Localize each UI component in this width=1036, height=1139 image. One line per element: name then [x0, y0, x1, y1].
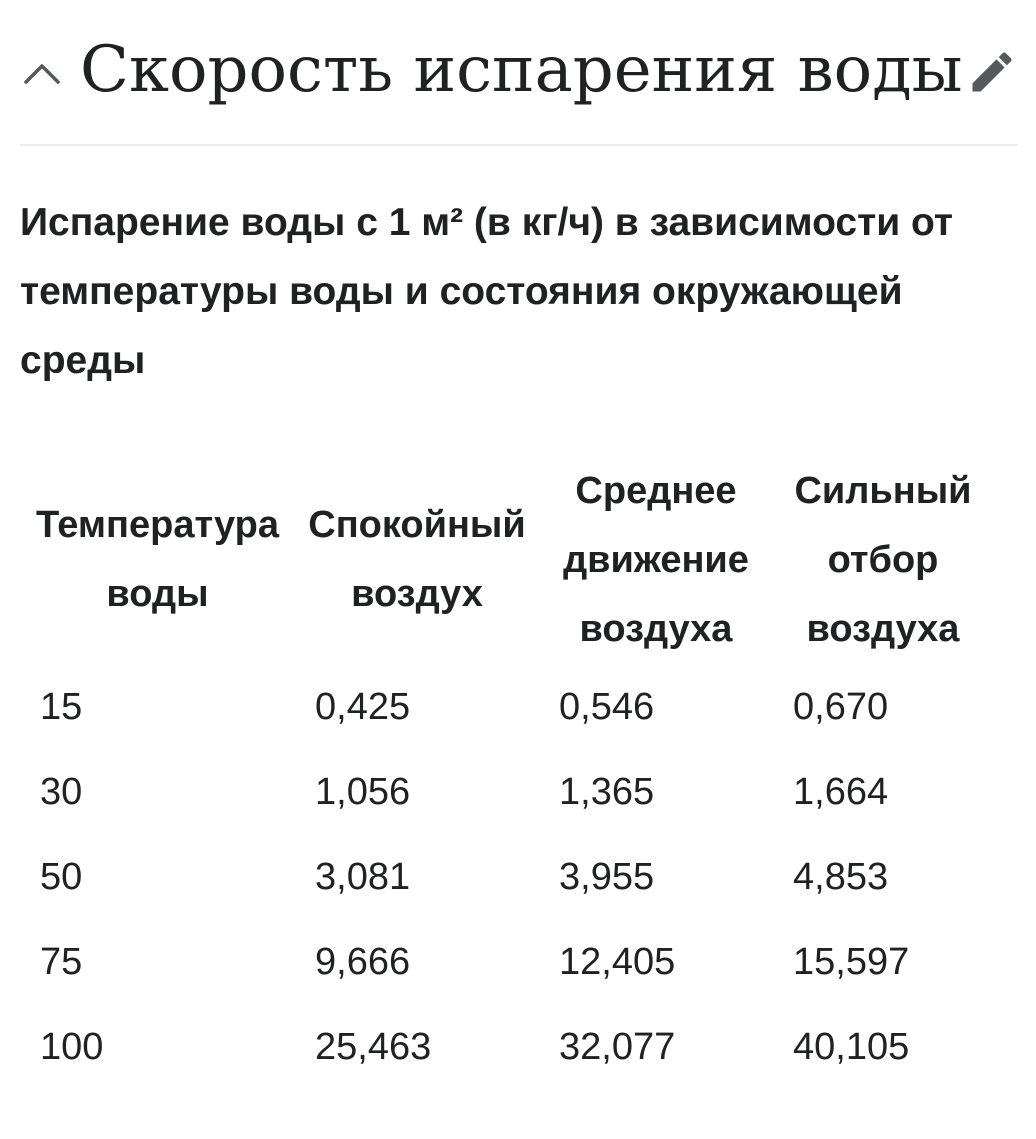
table-cell: 15: [40, 686, 83, 728]
column-header-strong-air-extraction: Сильный отбор воздуха: [794, 469, 972, 650]
table-cell: 0,670: [793, 686, 889, 728]
table-row: [20, 750, 993, 835]
table-cell: 32,077: [559, 1026, 676, 1068]
table-caption: Испарение воды с 1 м² (в кг/ч) в зависимости от температуры воды и состояния окружающей среды: [20, 201, 953, 382]
table-cell: 1,664: [793, 771, 889, 813]
column-header-water-temperature: Температура воды: [35, 504, 280, 615]
evaporation-table: [20, 455, 993, 1090]
table-cell: 3,081: [315, 856, 411, 898]
table-row: [20, 1005, 993, 1090]
table-cell: 4,853: [793, 856, 889, 898]
table-cell: 30: [40, 771, 83, 813]
column-header-calm-air: Спокойный воздух: [308, 504, 526, 615]
column-header-medium-air-movement: Среднее движение воздуха: [563, 469, 749, 650]
chevron-up-icon[interactable]: [22, 54, 62, 90]
table-cell: 50: [40, 856, 83, 898]
table-row: [20, 920, 993, 1005]
table-cell: 0,546: [559, 686, 655, 728]
table-cell: 75: [40, 941, 83, 983]
table-row: [20, 665, 993, 750]
table-cell: 12,405: [559, 941, 676, 983]
table-cell: 100: [40, 1026, 104, 1068]
table-cell: 1,056: [315, 771, 411, 813]
pencil-icon[interactable]: [966, 46, 1018, 98]
table-cell: 40,105: [793, 1026, 910, 1068]
table-cell: 9,666: [315, 941, 411, 983]
table-cell: 15,597: [793, 941, 910, 983]
table-cell: 1,365: [559, 771, 655, 813]
table-cell: 3,955: [559, 856, 655, 898]
section-title: Скорость испарения воды: [80, 33, 963, 107]
table-header-row: [20, 455, 993, 665]
table-row: [20, 835, 993, 920]
table-cell: 25,463: [315, 1026, 432, 1068]
table-cell: 0,425: [315, 686, 411, 728]
section-header: [20, 28, 1018, 146]
